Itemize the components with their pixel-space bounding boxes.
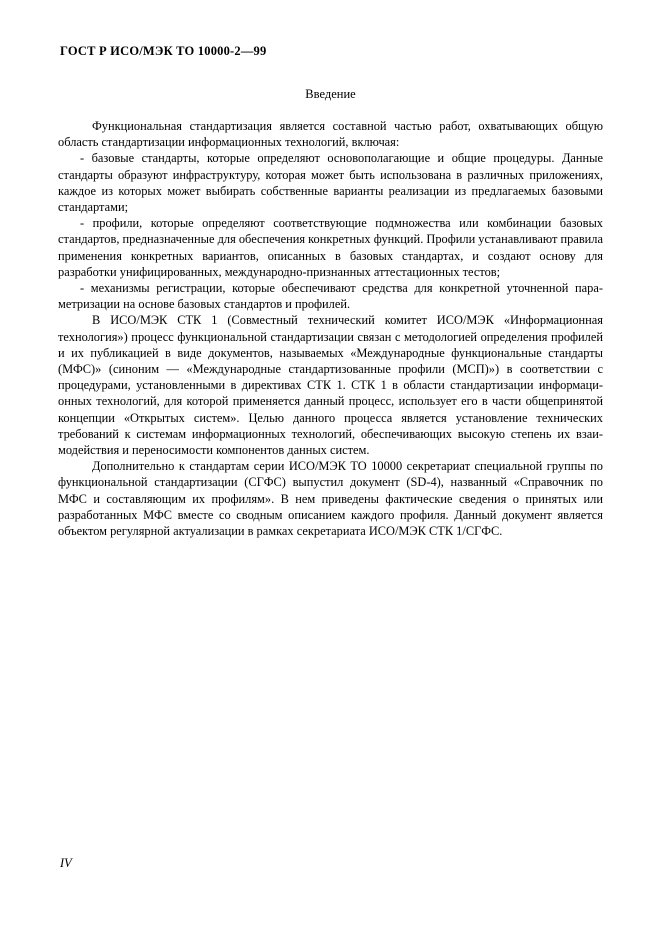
paragraph-2: - базовые стандарты, которые определяют основополагающие и общие процедуры. Данные стандарты образуют инфраструктуру, которая может быть использована в различных приложениях, каждое из которых может выбирать собственные варианты реализации из предлагаемых базовыми стандартами; (58, 151, 603, 215)
paragraph-5: В ИСО/МЭК СТК 1 (Совместный технический комитет ИСО/МЭК «Информационная технология») процесс функциональной стандартизации связан с методологией определения профилей и их публикацией в виде документов, называемых «Международные функциональные стандарты (МФС)» (синоним — «Международные стандартизованные профили (МСП)») в соответствии с процедурами, установленными в директивах СТК 1. СТК 1 в области стандартизации информационных технологий, для которой применяется данный процесс, использует его в части общепринятой концепции «Открытых систем». Целью данного процесса является установление технических требований к системам информационных технологий, обеспечивающих высокую степень их взаимодействия и переносимости компонентов данных систем. (58, 313, 603, 458)
paragraph-1: Функциональная стандартизация является составной частью работ, охватывающих общую область стандартизации информационных технологий, включая: (58, 119, 603, 150)
paragraph-4: - механизмы регистрации, которые обеспечивают средства для конкретной уточненной параметризации на основе базовых стандартов и профилей. (58, 281, 603, 312)
page-number: IV (60, 856, 72, 870)
section-title: Введение (305, 87, 356, 101)
paragraph-6: Дополнительно к стандартам серии ИСО/МЭК ТО 10000 секретариат специальной группы по функциональной стандартизации (СГФС) выпустил документ (SD-4), названный «Справочник по МФС и составляющим их профилям». В нем приведены фактические сведения о принятых или разработанных МФС вместе со сводным описанием каждого профиля. Данный документ является объектом регулярной актуализации в рамках секретариата ИСО/МЭК СТК 1/СГФС. (58, 459, 603, 539)
document-body (58, 118, 603, 539)
document-standard-number: ГОСТ Р ИСО/МЭК ТО 10000-2—99 (60, 44, 267, 58)
paragraph-3: - профили, которые определяют соответствующие подмножества или комбинации базовых стандартов, предназначенные для обеспечения конкретных функций. Профили устанавливают правила применения конкретных вариантов, описанных в базовых стандартах, и создают основу для разработки унифицированных, международно-признанных аттестационных тестов; (58, 216, 603, 279)
